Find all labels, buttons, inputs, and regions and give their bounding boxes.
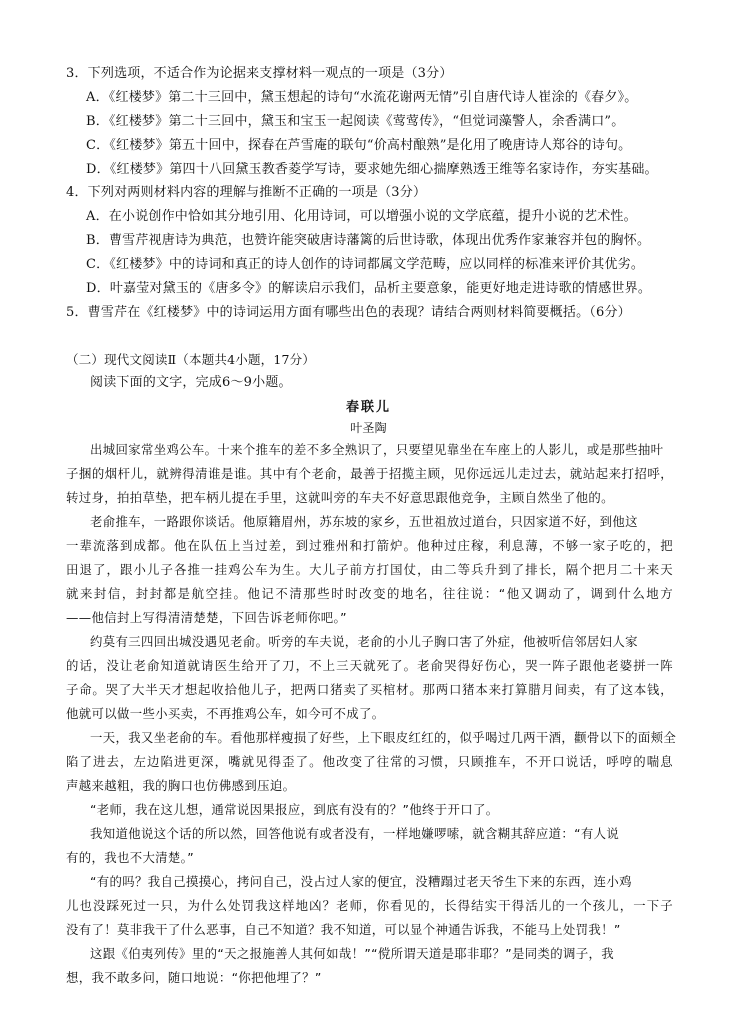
question-3-stem: 3．下列选项，不适合作为论据来支撑材料一观点的一项是（3分）: [66, 66, 453, 81]
story-line: 我知道他说这个话的所以然，回答他说有或者没有，一样地嫌啰嗦，就含糊其辞应道：“有人说: [90, 826, 620, 841]
story-title: 春联儿: [345, 400, 391, 415]
story-line: 出城回家常坐鸡公车。十来个推车的差不多全熟识了，只要望见靠坐在车座上的人影儿，或是那些抽叶: [90, 442, 664, 457]
story-line: 儿也没踩死过一只，为什么处罚我这样地凶？老师，你看见的，长得结实干得活儿的一个孩儿，一下子: [66, 898, 673, 913]
section-instruction: 阅读下面的文字，完成6～9小题。: [90, 375, 292, 390]
story-line: 的话，没让老俞知道就请医生给开了刀，不上三天就死了。老俞哭得好伤心，哭一阵子跟他老婆拼一阵: [66, 658, 673, 673]
question-4-stem: 4．下列对两则材料内容的理解与推断不正确的一项是（3分）: [66, 185, 427, 200]
story-line: 子捆的烟杆儿，就辨得清谁是谁。其中有个老俞，最善于招揽主顾，见你远远儿走过去，就站起来打招呼，: [66, 466, 673, 481]
story-line: 没有了！莫非我干了什么恶事，自己不知道？我不知道，可以显个神通告诉我，不能马上处罚我！”: [66, 922, 621, 937]
story-line: 这跟《伯夷列传》里的“天之报施善人其何如哉！”“傥所谓天道是耶非耶？”是同类的调子，我: [90, 946, 614, 961]
question-3-option-a: A．《红楼梦》第二十三回中，黛玉想起的诗句“水流花谢两无情”引自唐代诗人崔涂的《春夕》。: [86, 90, 638, 105]
story-line: 有的，我也不大清楚。”: [66, 850, 194, 865]
story-line: 转过身，拍拍草垫，把车柄儿提在手里，这就叫旁的车夫不好意思跟他竞争，主顾自然坐了他的。: [66, 490, 614, 505]
story-line: 老俞推车，一路跟你谈话。他原籍眉州，苏东坡的家乡，五世祖放过道台，只因家道不好，到他这: [90, 514, 638, 529]
question-3-option-c: C．《红楼梦》第五十回中，探春在芦雪庵的联句“价高村酿熟”是化用了晚唐诗人郑谷的诗句。: [86, 138, 632, 153]
section-heading: （二）现代文阅读Ⅱ（本题共4小题，17分）: [66, 352, 316, 367]
story-line: ——他信封上写得清清楚楚，下回告诉老师你吧。”: [66, 610, 347, 625]
question-4-option-a: A．在小说创作中恰如其分地引用、化用诗词，可以增强小说的文学底蕴，提升小说的艺术性。: [86, 209, 637, 224]
story-line: 一天，我又坐老俞的车。看他那样瘦损了好些，上下眼皮红红的，似乎喝过几两干酒，颧骨以下的面颊全: [90, 730, 677, 745]
story-line: 约莫有三四回出城没遇见老俞。听旁的车夫说，老俞的小儿子胸口害了外症，他被听信邻居妇人家: [90, 634, 638, 649]
story-line: 声越来越粗，我的胸口也仿佛感到压迫。: [66, 778, 296, 793]
story-line: 田退了，跟小儿子各推一挂鸡公车为生。大儿子前方打国仗，由二等兵升到了排长，隔个把月二十来天: [66, 562, 673, 577]
story-line: “老师，我在这儿想，通常说因果报应，到底有没有的？”他终于开口了。: [90, 802, 499, 817]
question-4-option-d: D．叶嘉莹对黛玉的《唐多令》的解读启示我们，品析主要意象，能更好地走进诗歌的情感世界。: [86, 281, 652, 296]
story-line: 就来封信，封封都是航空挂。他记不清那些时时改变的地名，往往说：“他又调动了，调到什么地方: [66, 586, 673, 601]
story-author: 叶圣陶: [350, 421, 387, 435]
story-line: 想，我不敢多问，随口地说：“你把他埋了？”: [66, 970, 322, 985]
question-3-option-d: D．《红楼梦》第四十八回黛玉教香菱学写诗，要求她先细心揣摩熟透王维等名家诗作，夯实基础。: [86, 162, 658, 177]
story-line: 他就可以做一些小买卖，不再推鸡公车，如今可不成了。: [66, 706, 385, 721]
question-4-option-c: C．《红楼梦》中的诗词和真正的诗人创作的诗词都属文学范畴，应以同样的标准来评价其优劣。: [86, 257, 645, 272]
question-5-stem: 5．曹雪芹在《红楼梦》中的诗词运用方面有哪些出色的表现？请结合两则材料简要概括。（6分）: [66, 305, 631, 320]
story-line: “有的吗？我自己摸摸心，拷问自己，没占过人家的便宜，没糟蹋过老天爷生下来的东西，连小鸡: [90, 874, 632, 889]
question-4-option-b: B．曹雪芹视唐诗为典范，也赞许能突破唐诗藩篱的后世诗歌，体现出优秀作家兼容并包的胸怀。: [86, 233, 651, 248]
question-3-option-b: B．《红楼梦》第二十三回中，黛玉和宝玉一起阅读《莺莺传》，“但觉词藻警人，余香满口”。: [86, 114, 625, 129]
story-line: 子命。哭了大半天才想起收拾他儿子，把两口猪卖了买棺材。那两口猪本来打算腊月间卖，有了这本钱，: [66, 682, 673, 697]
story-line: 陷了进去，左边陷进更深，嘴就见得歪了。他改变了往常的习惯，只顾推车，不开口说话，呼哼的喘息: [66, 754, 673, 769]
story-line: 一辈流落到成都。他在队伍上当过差，到过雅州和打箭炉。他种过庄稼，利息薄，不够一家子吃的，把: [66, 538, 673, 553]
